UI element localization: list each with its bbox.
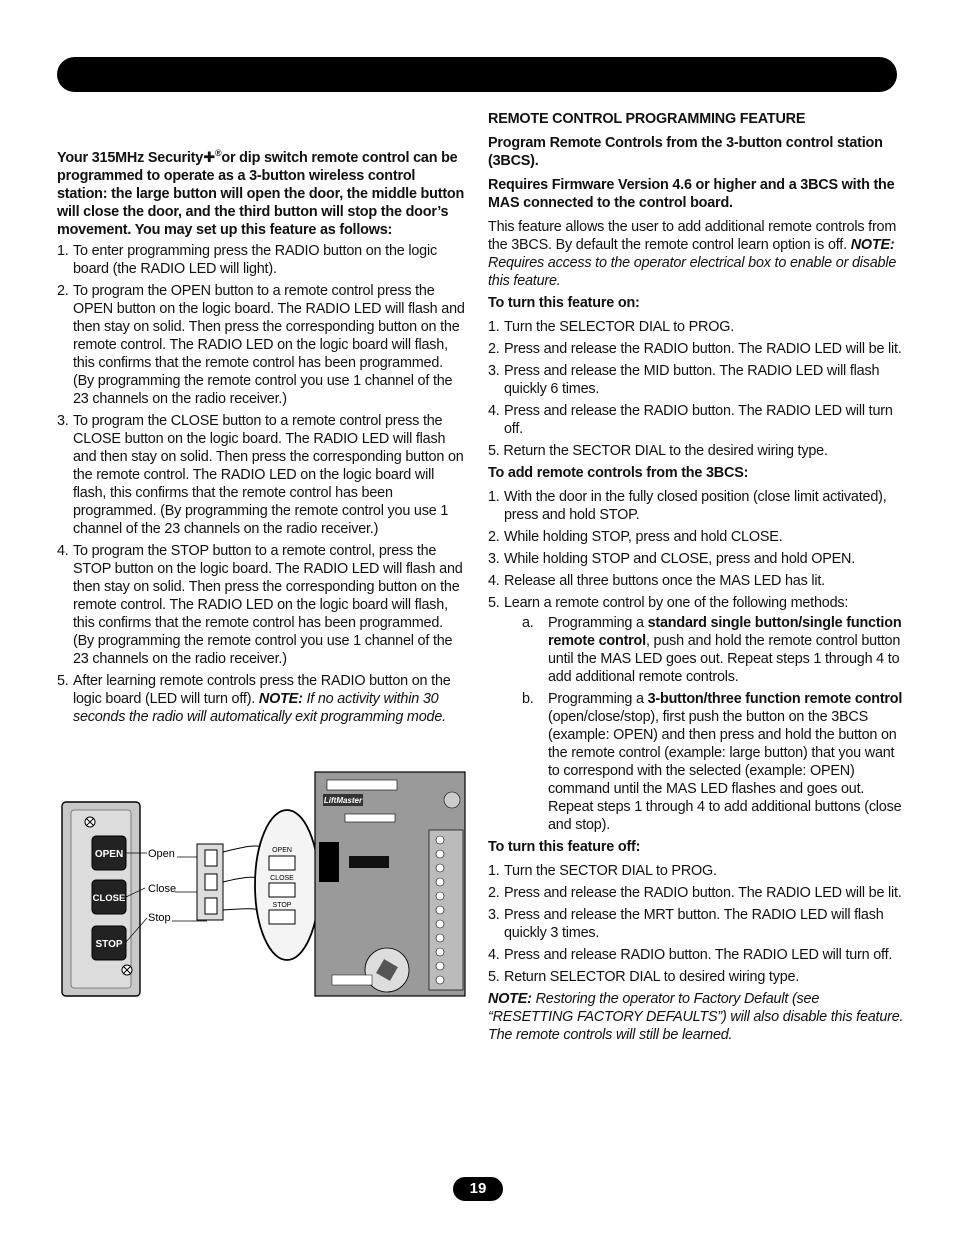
note-text: If no activity within 30 seconds the radio will automatically exit programming mode. — [73, 690, 446, 725]
step-text: While holding STOP and CLOSE, press and hold OPEN. — [504, 551, 856, 567]
wiring-diagram — [57, 770, 477, 1000]
add-remotes-heading: To add remote controls from the 3BCS: — [488, 465, 749, 481]
sub-number: a. — [522, 615, 534, 631]
step-number: 1. — [488, 319, 500, 335]
step-number: 5. — [488, 969, 500, 985]
description-text: This feature allows the user to add additional remote controls from the 3BCS. By default the remote control learn option is off. — [488, 219, 897, 253]
left-steps — [57, 242, 467, 726]
step-text: Press and release the RADIO button. The RADIO LED will turn off. — [504, 403, 893, 437]
step-number: 1. — [57, 242, 69, 259]
method-text-bold: standard single button/single function remote control — [548, 615, 902, 649]
zoom-stop-label: STOP — [272, 902, 292, 909]
step-number: 3. — [488, 363, 500, 379]
step-number: 3. — [57, 412, 69, 429]
note-text: Requires access to the operator electrical box to enable or disable this feature. — [488, 255, 897, 289]
step-number: 3. — [488, 551, 500, 567]
step-number: 2. — [488, 529, 500, 545]
turn-off-steps — [488, 862, 904, 986]
list-item — [488, 318, 904, 336]
station-stop-label: STOP — [95, 939, 123, 950]
step-number: 3. — [488, 907, 500, 923]
list-item — [488, 862, 904, 880]
step-text: Press and release RADIO button. The RADIO LED will turn off. — [504, 947, 893, 963]
intro-text-b: or dip switch remote control can be programmed to operate as a 3-button wireless control station: the large button will open the door, the middle button will close the door, and the third button will stop the door’s movement. You may set up this feature as follows: — [57, 149, 465, 238]
zoom-close-label: CLOSE — [270, 875, 294, 882]
list-item — [488, 362, 904, 398]
left-column — [57, 144, 467, 730]
step-text: Turn the SELECTOR DIAL to PROG. — [504, 319, 734, 335]
station-close-label: CLOSE — [92, 893, 126, 904]
board-logo: LiftMaster — [323, 796, 363, 805]
step-number: 4. — [488, 573, 500, 589]
list-item — [57, 412, 467, 538]
header-bar — [57, 57, 897, 92]
step-number: 5. — [57, 672, 69, 689]
requirements: Requires Firmware Version 4.6 or higher and a 3BCS with the MAS connected to the control board. — [488, 177, 895, 211]
station-open-label: OPEN — [94, 849, 124, 860]
section-subtitle: Program Remote Controls from the 3-button control station (3BCS). — [488, 135, 883, 169]
right-column — [488, 110, 904, 1048]
add-remotes-steps — [488, 488, 904, 834]
step-text: While holding STOP, press and hold CLOSE. — [504, 529, 783, 545]
step-text: To enter programming press the RADIO button on the logic board (the RADIO LED will light). — [73, 242, 437, 277]
step-text: Press and release the RADIO button. The RADIO LED will be lit. — [504, 341, 902, 357]
step-text: Release all three buttons once the MAS LED has lit. — [504, 573, 825, 589]
list-item — [57, 242, 467, 278]
callout-open: Open — [148, 848, 175, 860]
section-title: REMOTE CONTROL PROGRAMMING FEATURE — [488, 111, 806, 127]
zoom-open-label: OPEN — [272, 847, 292, 854]
step-text: Press and release the MID button. The RADIO LED will flash quickly 6 times. — [504, 363, 880, 397]
step-text: With the door in the fully closed position (close limit activated), press and hold STOP. — [504, 489, 887, 523]
list-item — [504, 614, 904, 686]
step-number: 4. — [488, 947, 500, 963]
step-text: Learn a remote control by one of the following methods: — [504, 595, 849, 611]
list-item — [57, 282, 467, 408]
method-text-pre: Programming a — [548, 691, 648, 707]
intro-paragraph — [57, 144, 467, 239]
list-item — [57, 542, 467, 668]
list-item — [57, 672, 467, 726]
step-number: 4. — [57, 542, 69, 559]
list-item — [488, 340, 904, 358]
method-text-bold: 3-button/three function remote control — [647, 691, 903, 707]
callout-close: Close — [148, 883, 177, 895]
note-label: NOTE: — [850, 237, 895, 253]
logic-board — [315, 772, 465, 996]
security-plus-symbol: ✚ — [203, 149, 215, 166]
step-text: After learning remote controls press the RADIO button on the logic board (LED will turn off). — [73, 672, 451, 707]
step-number: 2. — [488, 885, 500, 901]
list-item — [488, 946, 904, 964]
control-station — [62, 802, 140, 996]
note-text: Restoring the operator to Factory Default (see “RESETTING FACTORY DEFAULTS”) will also disable this feature. The remote controls will still be learned. — [488, 991, 904, 1043]
turn-on-steps — [488, 318, 904, 460]
step-number: 4. — [488, 403, 500, 419]
page-number: 19 — [453, 1177, 503, 1201]
step-number: 2. — [488, 341, 500, 357]
turn-off-heading: To turn this feature off: — [488, 839, 641, 855]
list-item — [488, 884, 904, 902]
step-text: Turn the SECTOR DIAL to PROG. — [504, 863, 717, 879]
step-text: Return SELECTOR DIAL to desired wiring type. — [504, 969, 800, 985]
step-number: 1. — [488, 489, 500, 505]
step-number: 5. — [488, 595, 500, 611]
sub-number: b. — [522, 691, 534, 707]
list-item — [488, 572, 904, 590]
list-item — [504, 690, 904, 834]
list-item — [488, 594, 904, 834]
final-note — [488, 990, 904, 1044]
step-text: Press and release the RADIO button. The RADIO LED will be lit. — [504, 885, 902, 901]
step-text: To program the CLOSE button to a remote control press the CLOSE button on the logic board. The RADIO LED will flash and then stay on solid. Then press the corresponding button on the remote control. The RADIO LED on the logic board will flash, this confirms that the remote control has been programmed. (By programming the remote control you use 1 channel of the 23 channels on the radio receiver.) — [73, 412, 464, 537]
list-item — [488, 968, 904, 986]
step-number: 5. — [488, 443, 500, 459]
step-text: Press and release the MRT button. The RADIO LED will flash quickly 3 times. — [504, 907, 884, 941]
method-list — [504, 614, 904, 834]
list-item — [488, 906, 904, 942]
method-text-post: (open/close/stop), first push the button on the 3BCS (example: OPEN) and then press and hold the button on the remote control (example: large button) that you want to correspond with the selected (example: OPEN) command until the MAS LED flashes and goes out. Repeat steps 1 through 4 to add additional buttons (close and stop). — [548, 709, 902, 833]
list-item — [488, 488, 904, 524]
turn-on-heading: To turn this feature on: — [488, 295, 640, 311]
step-text: To program the STOP button to a remote control, press the STOP button on the logic board. The RADIO LED will flash and then stay on solid. Then press the corresponding button on the remote control. The RADIO LED on the logic board will flash, this confirms that the remote control has been programmed. (By programming the remote control you use 1 channel of the 23 channels on the radio receiver.) — [73, 542, 463, 667]
list-item — [488, 402, 904, 438]
step-number: 1. — [488, 863, 500, 879]
list-item — [488, 442, 904, 460]
step-number: 2. — [57, 282, 69, 299]
callout-stop: Stop — [148, 912, 171, 924]
note-label: NOTE: — [488, 991, 532, 1007]
method-text-post: , push and hold the remote control button until the MAS LED goes out. Repeat steps 1 through 4 to add additional remote controls. — [548, 633, 901, 685]
note-label: NOTE: — [258, 690, 303, 707]
description — [488, 218, 904, 290]
method-text-pre: Programming a — [548, 615, 648, 631]
step-text: Return the SECTOR DIAL to the desired wiring type. — [503, 443, 828, 459]
list-item — [488, 550, 904, 568]
intro-text-a: Your 315MHz Security — [57, 149, 204, 166]
list-item — [488, 528, 904, 546]
registered-mark: ® — [214, 148, 222, 158]
step-text: To program the OPEN button to a remote control press the OPEN button on the logic board. The RADIO LED will flash and then stay on solid. Then press the corresponding button on the remote control. The RADIO LED on the logic board will flash, this confirms that the remote control has been programmed. (By programming the remote control you use 1 channel of the 23 channels on the radio receiver.) — [73, 282, 465, 407]
